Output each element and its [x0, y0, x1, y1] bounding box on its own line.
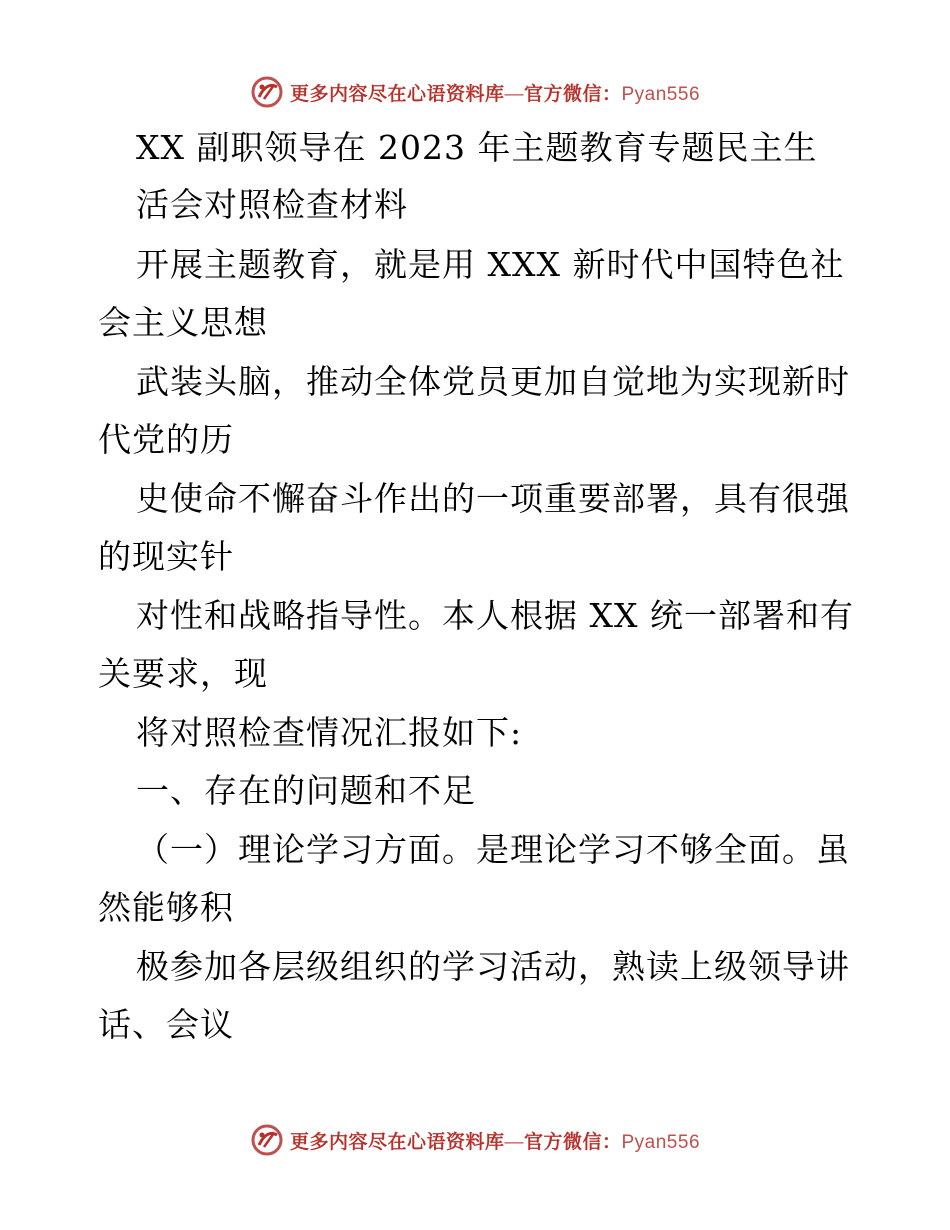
doc-line: （一）理论学习方面。是理论学习不够全面。虽: [136, 830, 850, 869]
footer-banner-dash: —: [504, 1131, 524, 1153]
footer-banner-main: 更多内容尽在心语资料库: [289, 1131, 505, 1153]
doc-line: 史使命不懈奋斗作出的一项重要部署，具有很强: [136, 479, 850, 518]
doc-line: 话、会议: [98, 1005, 234, 1044]
doc-line: 一、存在的问题和不足: [136, 771, 476, 810]
header-banner-sub: 官方微信：: [523, 83, 622, 105]
footer-banner-content: [250, 1123, 700, 1157]
doc-line: 代党的历: [98, 420, 234, 459]
brand-logo-icon: [250, 75, 284, 109]
doc-line: 的现实针: [98, 537, 234, 576]
doc-line: 会主义思想: [98, 303, 268, 342]
doc-line: 对性和战略指导性。本人根据 XX 统一部署和有: [136, 596, 854, 635]
doc-line: 开展主题教育，就是用 XXX 新时代中国特色社: [136, 245, 845, 284]
header-banner-dash: —: [504, 83, 524, 105]
brand-logo-icon: [250, 1123, 284, 1157]
header-banner-text: [290, 79, 700, 106]
header-banner: [0, 72, 950, 112]
footer-banner-sub: 官方微信：: [523, 1131, 622, 1153]
footer-banner-text: [290, 1127, 700, 1154]
footer-banner: [0, 1120, 950, 1160]
doc-line: 然能够积: [98, 888, 234, 927]
header-banner-content: [250, 75, 700, 109]
doc-line: XX 副职领导在 2023 年主题教育专题民主生: [136, 128, 818, 167]
footer-banner-wechat: Pyan556: [621, 1131, 701, 1153]
doc-line: 活会对照检查材料: [136, 185, 408, 224]
doc-line: 将对照检查情况汇报如下:: [136, 713, 523, 752]
doc-line: 武装头脑，推动全体党员更加自觉地为实现新时: [136, 362, 850, 401]
header-banner-wechat: Pyan556: [621, 83, 701, 105]
doc-line: 极参加各层级组织的学习活动，熟读上级领导讲: [136, 947, 850, 986]
header-banner-main: 更多内容尽在心语资料库: [289, 83, 505, 105]
doc-line: 关要求，现: [98, 654, 268, 693]
